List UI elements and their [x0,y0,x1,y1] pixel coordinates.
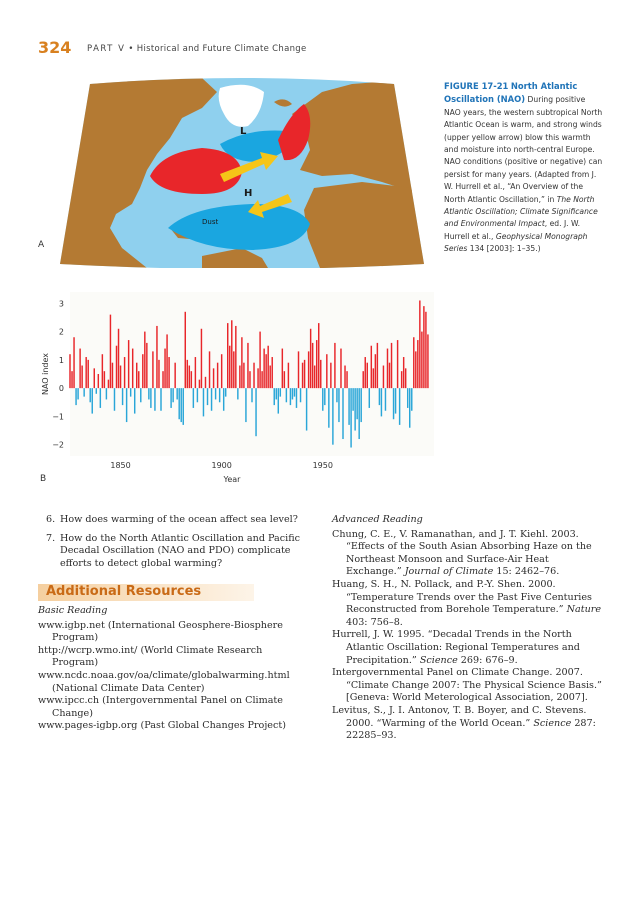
dust-label: Dust [202,218,219,226]
nao-bar [89,388,90,402]
nao-bar [276,388,277,399]
nao-bar [417,340,418,388]
nao-bar [304,360,305,388]
nao-bar [255,388,256,436]
part-label: PART V [87,44,126,54]
nao-bar [211,388,212,411]
nao-bar [356,388,357,419]
nao-bar [215,388,216,399]
nao-bar [225,388,226,396]
nao-bar [328,388,329,428]
caption-source: (Adapted from J. W. Hurrell et al., “An Overview of the North Atlantic Oscillation,” in The North Atlantic Oscillation; Climate Significance and Environmental Impact, ed. J. W. Hurrell et al., Geophysical Monograph Series 134 [2003]: 1–35.) [444,169,598,254]
low-pressure-label: L [240,126,247,137]
basic-reading-item[interactable]: www.pages-igbp.org (Past Global Changes Project) [38,720,286,732]
nao-bar [298,351,299,388]
nao-bar [120,366,121,389]
y-tick-label: 2 [58,327,64,337]
nao-bar [371,346,372,388]
nao-bar [247,343,248,388]
page-number: 324 [38,38,72,57]
nao-bar [413,337,414,388]
advanced-reading-item: Huang, S. H., N. Pollack, and P.-Y. Shen. 2000. “Temperature Trends over the Past Five Centuries Reconstructed from Borehole Temperature.” Nature 403: 756–8. [332,578,602,628]
section-title: Historical and Future Climate Change [136,44,307,54]
land-africa [304,182,432,268]
nao-bar [203,388,204,416]
nao-bar [201,329,202,388]
nao-bar [106,388,107,399]
nao-bar [377,343,378,388]
nao-bar [166,334,167,388]
nao-bar [185,312,186,388]
nao-bar [92,388,93,413]
nao-bar [75,388,76,405]
nao-bar [249,371,250,388]
panel-a-label: A [38,240,45,250]
nao-bar [280,388,281,396]
nao-bar [403,357,404,388]
nao-bar [334,343,335,388]
panel-b-label: B [40,474,47,484]
nao-bar [360,388,361,422]
x-tick-label: 1900 [211,461,232,470]
x-tick-label: 1850 [110,461,131,470]
basic-reading-item[interactable]: www.igbp.net (International Geosphere-Biosphere Program) [38,619,283,644]
nao-bar [375,354,376,388]
x-tick-label: 1950 [312,461,333,470]
nao-bar [112,363,113,388]
nao-bar [271,357,272,388]
nao-bar [342,388,343,439]
nao-bar [134,388,135,413]
nao-bar [379,388,380,405]
nao-bar [197,388,198,402]
nao-bar [261,371,262,388]
question-7: 7. How do the North Atlantic Oscillation and Pacific Decadal Oscillation (NAO and PDO) complicate efforts to detect global warming? [46,532,300,569]
y-axis-label: NAO index [41,352,50,396]
y-tick-label: 3 [58,299,64,309]
nao-bar [150,388,151,408]
nao-bar [338,388,339,422]
nao-bar [239,366,240,389]
caption-body: During positive NAO years, the western subtropical North Atlantic Ocean is warm, and strong winds (upper yellow arrow) blow this warmth and moisture into north-central Europe. NAO conditions (positive or negative) can persist for many years. [444,95,603,179]
nao-bar [69,354,70,388]
nao-bar [265,354,266,388]
nao-bar [405,368,406,388]
nao-bar [282,349,283,389]
advanced-reading-item: Hurrell, J. W. 1995. “Decadal Trends in the North Atlantic Oscillation: Regional Temperatures and Precipitation.” Science 269: 676–9. [332,629,580,666]
nao-bar [278,388,279,413]
nao-bar [336,388,337,402]
nao-bar [395,388,396,413]
nao-bar [358,388,359,439]
nao-bar [191,371,192,388]
y-tick-label: 0 [58,384,64,394]
advanced-reading-item: Levitus, S., J. I. Antonov, T. B. Boyer, and C. Stevens. 2000. “Warming of the World Ocean.” Science 287: 22285–93. [332,704,596,742]
nao-bar [393,388,394,419]
nao-bar [108,380,109,388]
nao-bar [344,366,345,389]
nao-bar [195,357,196,388]
nao-bar [425,312,426,388]
nao-bar [269,366,270,389]
nao-bar [158,360,159,388]
nao-bar [71,371,72,388]
nao-bar [96,388,97,394]
nao-bar [193,388,194,408]
nao-bar [367,363,368,388]
nao-bar [85,357,86,388]
nao-index-chart [38,292,438,492]
nao-bar [423,306,424,388]
nao-bar [312,343,313,388]
nao-bar [350,388,351,447]
basic-reading-heading: Basic Reading [38,604,108,616]
nao-bar [245,388,246,422]
basic-reading-item[interactable]: www.ncdc.noaa.gov/oa/climate/globalwarming.html (National Climate Data Center) [38,669,290,694]
nao-bar [391,343,392,388]
right-column [332,514,602,743]
nao-bar [144,332,145,389]
nao-bar [284,371,285,388]
nao-bar [174,363,175,388]
nao-bar [122,388,123,405]
nao-bar [94,368,95,388]
nao-bar [314,366,315,389]
nao-bar [316,340,317,388]
nao-bar [369,388,370,408]
nao-bar [118,329,119,388]
nao-bar [385,388,386,411]
nao-bar [154,388,155,411]
nao-bar [189,366,190,389]
nao-bar [183,388,184,425]
chart-y-ticks [52,299,64,449]
nao-bar [263,349,264,389]
nao-bar [83,388,84,396]
nao-bar [326,354,327,388]
nao-bar [427,334,428,388]
nao-bar [231,320,232,388]
nao-bar [104,371,105,388]
chart-x-ticks [110,461,333,470]
nao-bar [308,351,309,388]
nao-bar [324,388,325,405]
nao-bar [229,346,230,388]
figure-caption [444,80,604,256]
nao-bar [146,343,147,388]
advanced-reading-item: Chung, C. E., V. Ramanathan, and J. T. Kiehl. 2003. “Effects of the South Asian Absorbing Haze on the Northeast Monsoon and Surface-Air Heat Exchange.” Journal of Climate 15: 2462–76. [332,528,592,578]
nao-bar [381,388,382,416]
y-tick-label: 1 [58,355,64,365]
nao-bar [253,363,254,388]
additional-resources-heading: Additional Resources [38,584,254,601]
nao-bar [110,315,111,389]
basic-reading-item[interactable]: www.ipcc.ch (Intergovernmental Panel on Climate Change) [38,695,283,719]
nao-bar [219,388,220,402]
nao-bar [243,363,244,388]
nao-bar [362,371,363,388]
nao-bar [286,388,287,402]
nao-bar [294,388,295,396]
nao-bar [176,388,177,399]
nao-bar [354,388,355,430]
nao-bar [290,388,291,405]
nao-bar [199,380,200,388]
nao-bar [126,388,127,422]
nao-bar [180,388,181,422]
nao-bar [221,354,222,388]
high-pressure-label: H [244,188,253,199]
nao-bar [148,388,149,399]
nao-bar [152,351,153,388]
y-tick-label: −1 [52,412,64,422]
nao-bar [332,388,333,445]
nao-bar [320,360,321,388]
nao-bar [207,388,208,405]
basic-reading-item[interactable]: http://wcrp.wmo.int/ (World Climate Research Program) [38,644,263,669]
nao-bar [136,363,137,388]
nao-bar [306,388,307,430]
nao-bar [409,388,410,428]
nao-bar [383,366,384,389]
nao-bar [274,388,275,405]
nao-bar [407,388,408,408]
nao-bar [124,357,125,388]
nao-bar [172,388,173,402]
advanced-reading-heading: Advanced Reading [332,514,423,525]
nao-bar [348,388,349,425]
nao-bar [217,363,218,388]
nao-bar [178,388,179,419]
nao-bar [415,351,416,388]
nao-bar [87,360,88,388]
nao-bar [227,323,228,388]
nao-bar [302,363,303,388]
nao-bar [77,388,78,399]
nao-bar [300,388,301,402]
nao-bar [223,388,224,411]
nao-bar [142,354,143,388]
nao-bar [79,349,80,389]
nao-map [52,78,432,268]
nao-bar [288,363,289,388]
nao-bar [387,349,388,389]
nao-bar [100,388,101,408]
nao-bar [251,388,252,402]
y-tick-label: −2 [52,440,64,450]
nao-bar [421,332,422,389]
nao-bar [102,354,103,388]
nao-bar [233,351,234,388]
nao-bar [346,371,347,388]
header-separator: • [128,44,134,54]
nao-bar [187,360,188,388]
nao-bar [160,388,161,411]
nao-bar [310,329,311,388]
nao-bar [241,337,242,388]
nao-bar [140,388,141,402]
nao-bar [128,340,129,388]
nao-bar [296,388,297,408]
nao-bar [401,371,402,388]
nao-bar [81,366,82,389]
nao-bar [98,374,99,388]
advanced-reading-item: Intergovernmental Panel on Climate Change. 2007. “Climate Change 2007: The Physical Science Basis.” [Geneva: World Meterological Association, 2007]. [332,667,602,704]
left-column [38,514,300,733]
nao-bar [235,326,236,388]
nao-bar [138,371,139,388]
nao-bar [399,388,400,425]
nao-bar [318,323,319,388]
nao-bar [156,326,157,388]
nao-bar [162,371,163,388]
nao-bar [365,357,366,388]
question-6: 6. How does warming of the ocean affect sea level? [46,514,298,525]
figure-title: North Atlantic Oscillation (NAO) [444,81,578,105]
nao-bar [205,377,206,388]
nao-bar [164,349,165,389]
nao-bar [73,337,74,388]
nao-bar [389,363,390,388]
nao-bar [170,388,171,408]
nao-bar [132,349,133,389]
nao-bar [292,388,293,399]
nao-bar [397,340,398,388]
nao-bar [340,349,341,389]
nao-bar [168,357,169,388]
nao-bar [352,388,353,411]
nao-bar [330,363,331,388]
nao-bar [209,351,210,388]
nao-bar [373,368,374,388]
nao-bar [322,388,323,411]
nao-bar [259,332,260,389]
nao-bar [267,346,268,388]
nao-bar [213,368,214,388]
nao-bar [114,388,115,411]
nao-bar [116,346,117,388]
figure-label: FIGURE 17-21 [444,81,509,91]
nao-bar [419,300,420,388]
x-axis-label: Year [223,475,241,484]
running-header [87,44,307,54]
nao-bar [257,368,258,388]
nao-bar [237,388,238,399]
nao-bar [411,388,412,411]
nao-bar [130,388,131,396]
